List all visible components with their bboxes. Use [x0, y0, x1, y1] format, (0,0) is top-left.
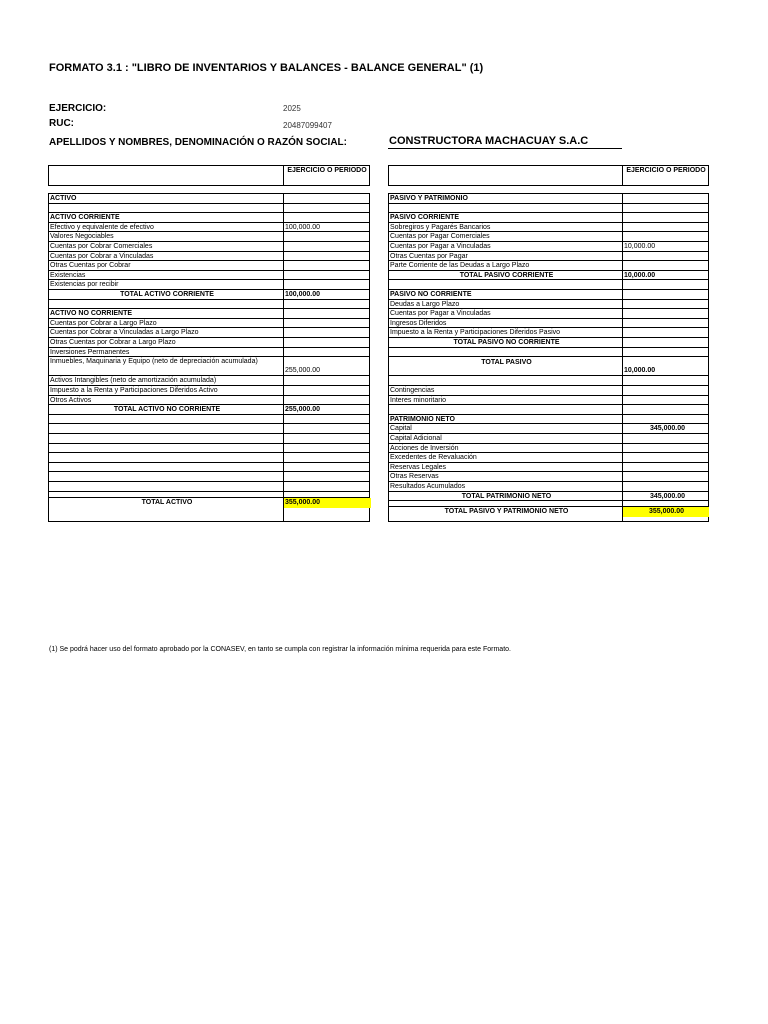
left-row-value — [284, 492, 371, 497]
right-row-value — [623, 232, 710, 241]
left-row — [49, 498, 369, 508]
right-row-label — [389, 348, 623, 357]
left-row-value: 100,000.00 — [285, 223, 321, 231]
right-row — [389, 300, 708, 310]
left-row-value: 100,000.00 — [285, 291, 321, 298]
right-row-value — [623, 194, 710, 203]
left-row-value — [284, 261, 371, 270]
left-row-value — [284, 300, 371, 309]
razon-social-value: CONSTRUCTORA MACHACUAY S.A.C — [389, 135, 589, 147]
right-row-value — [623, 319, 710, 328]
left-row — [49, 280, 369, 290]
left-row — [49, 482, 369, 492]
right-row-value: 10,000.00 — [624, 367, 656, 375]
left-row-label: Otras Cuentas por Cobrar a Largo Plazo — [50, 339, 176, 346]
left-row — [49, 290, 369, 300]
left-row-value — [284, 328, 371, 337]
left-row — [49, 348, 369, 358]
left-row-value — [284, 213, 371, 222]
right-row — [389, 213, 708, 223]
right-row — [389, 271, 708, 281]
right-row-label: TOTAL PASIVO — [481, 359, 532, 367]
left-row-label — [49, 204, 284, 213]
ejercicio-value: 2025 — [283, 104, 301, 113]
right-row-value — [623, 415, 710, 424]
right-row — [389, 290, 708, 300]
right-row-value — [623, 300, 710, 309]
left-row-label: Valores Negociables — [50, 233, 114, 241]
right-row-value — [623, 280, 710, 289]
right-row-label — [389, 376, 623, 385]
left-row — [49, 328, 369, 338]
right-row-value — [623, 309, 710, 318]
left-row-label — [49, 472, 284, 481]
right-row — [389, 444, 708, 454]
left-row — [49, 463, 369, 473]
left-row-label: TOTAL ACTIVO — [141, 498, 193, 506]
right-row-value — [623, 213, 710, 222]
left-row-value — [284, 434, 371, 443]
left-row-value — [284, 424, 371, 433]
right-row — [389, 252, 708, 262]
right-row — [389, 348, 708, 358]
left-row-label: Cuentas por Cobrar Comerciales — [50, 243, 153, 250]
right-row — [389, 232, 708, 242]
left-row — [49, 309, 369, 319]
left-row-value — [284, 386, 371, 395]
left-row — [49, 223, 369, 233]
right-row-label: Sobregiros y Pagarés Bancarios — [390, 223, 491, 231]
left-row-label: Inversiones Permanentes — [50, 348, 130, 356]
right-row-label: Reservas Legales — [390, 463, 447, 471]
left-row-value — [284, 472, 371, 481]
right-row — [389, 328, 708, 338]
right-row-value — [623, 501, 710, 506]
right-row-label: Otras Cuentas por Pagar — [390, 252, 468, 260]
left-row-value — [284, 280, 371, 289]
ruc-value: 20487099407 — [283, 121, 332, 130]
company-underline — [388, 148, 622, 149]
right-row-label: Capital — [390, 425, 412, 433]
left-row — [49, 319, 369, 329]
right-row-value — [623, 396, 710, 405]
right-row-value — [623, 482, 710, 491]
pasivo-patrimonio-table — [388, 193, 709, 522]
right-row — [389, 223, 708, 233]
left-row-value — [284, 463, 371, 472]
right-row — [389, 492, 708, 502]
right-row-label: Cuentas por Pagar Comerciales — [390, 233, 490, 241]
right-row-label — [389, 405, 623, 414]
right-row-label: TOTAL PASIVO Y PATRIMONIO NETO — [444, 508, 569, 516]
right-row-label: Capital Adicional — [390, 435, 442, 442]
right-row — [389, 472, 708, 482]
right-row-label: TOTAL PATRIMONIO NETO — [461, 492, 552, 500]
left-row — [49, 434, 369, 444]
right-row — [389, 453, 708, 463]
right-row-value — [623, 376, 710, 385]
right-row-value — [623, 444, 710, 453]
right-row-label: PASIVO CORRIENTE — [390, 214, 460, 222]
left-row — [49, 271, 369, 281]
left-row-value: 355,000.00 — [284, 498, 371, 508]
right-row-value — [623, 290, 710, 299]
left-row-value: 255,000.00 — [285, 406, 321, 414]
left-row-label: Otros Activos — [50, 396, 92, 404]
left-row — [49, 424, 369, 434]
left-row-label: Efectivo y equivalente de efectivo — [50, 223, 154, 231]
right-row-label: Deudas a Largo Plazo — [390, 300, 460, 308]
left-header-label: EJERCICIO O PERIODO — [287, 167, 367, 174]
left-row-value — [284, 338, 371, 347]
right-row — [389, 280, 708, 290]
right-row — [389, 405, 708, 415]
right-row-label: Resultados Acumulados — [390, 483, 466, 490]
right-row — [389, 204, 708, 214]
right-row-label: PASIVO NO CORRIENTE — [390, 291, 472, 298]
left-row-label — [49, 444, 284, 453]
left-row — [49, 453, 369, 463]
right-row-value — [623, 453, 710, 462]
left-row — [49, 444, 369, 454]
left-row — [49, 213, 369, 223]
left-row-value — [284, 309, 371, 318]
left-row-value: 255,000.00 — [285, 367, 321, 375]
left-row-value — [284, 348, 371, 357]
left-row-label: Existencias por recibir — [50, 281, 119, 289]
left-row — [49, 376, 369, 386]
right-row — [389, 357, 708, 376]
right-row-label: Interes minoritario — [390, 396, 447, 404]
left-row — [49, 204, 369, 214]
right-row — [389, 194, 708, 204]
right-row — [389, 319, 708, 329]
right-row-value: 345,000.00 — [649, 492, 685, 500]
right-row-value: 345,000.00 — [649, 425, 685, 433]
right-row-value — [623, 261, 710, 270]
left-row — [49, 415, 369, 425]
left-row-value — [284, 232, 371, 241]
right-row — [389, 376, 708, 386]
right-row-value — [623, 386, 710, 395]
left-row — [49, 357, 369, 376]
ejercicio-label: EJERCICIO: — [49, 103, 107, 114]
right-row-label: Parte Corriente de las Deudas a Largo Plazo — [390, 262, 530, 270]
left-row-value — [284, 376, 371, 385]
right-row-value — [623, 405, 710, 414]
left-row-value — [284, 204, 371, 213]
left-row-value — [284, 252, 371, 261]
left-row-label: Activos Intangibles (neto de amortización acumulada) — [50, 377, 217, 385]
right-row-label: Cuentas por Pagar a Vinculadas — [390, 243, 491, 250]
right-row-value: 10,000.00 — [624, 243, 656, 250]
left-header-box — [48, 165, 370, 186]
activo-table — [48, 193, 370, 522]
left-row-value — [284, 194, 371, 203]
right-row-label: Ingresos Diferidos — [390, 319, 447, 327]
right-row — [389, 386, 708, 396]
left-row — [49, 252, 369, 262]
right-row-label: PATRIMONIO NETO — [390, 415, 455, 423]
left-row-value — [284, 271, 371, 280]
right-row — [389, 415, 708, 425]
right-row-value — [623, 472, 710, 481]
left-row-label — [49, 453, 284, 462]
left-row — [49, 194, 369, 204]
left-row — [49, 261, 369, 271]
left-row — [49, 386, 369, 396]
right-row — [389, 507, 708, 517]
left-row-label: TOTAL ACTIVO CORRIENTE — [120, 291, 214, 298]
right-row-label: TOTAL PASIVO NO CORRIENTE — [453, 339, 560, 346]
right-row-value — [623, 348, 710, 357]
left-row — [49, 396, 369, 406]
left-row-value — [284, 396, 371, 405]
razon-social-label: APELLIDOS Y NOMBRES, DENOMINACIÓN O RAZÓN SOCIAL: — [49, 137, 347, 148]
left-row-label: ACTIVO NO CORRIENTE — [50, 310, 133, 318]
ruc-label: RUC: — [49, 118, 74, 129]
right-row-value — [623, 252, 710, 261]
right-header-box — [388, 165, 709, 186]
left-row-label: Impuesto a la Renta y Participaciones Diferidos Activo — [50, 387, 218, 394]
left-row-label: ACTIVO CORRIENTE — [50, 214, 120, 222]
right-row-label — [389, 501, 623, 506]
right-row-label: PASIVO Y PATRIMONIO — [390, 195, 468, 202]
right-header-label: EJERCICIO O PERIODO — [626, 167, 706, 174]
left-row-label: Inmuebles, Maquinaria y Equipo (neto de depreciación acumulada) — [50, 358, 258, 366]
left-row-label — [49, 415, 284, 424]
right-row-label: Acciones de Inversión — [390, 444, 459, 452]
right-row-value: 355,000.00 — [623, 507, 709, 517]
left-row-label: TOTAL ACTIVO NO CORRIENTE — [113, 406, 221, 414]
right-row-label — [389, 204, 623, 213]
right-row-value: 10,000.00 — [624, 271, 656, 279]
left-row-value — [284, 319, 371, 328]
left-row — [49, 338, 369, 348]
right-row-value — [623, 434, 710, 443]
right-row-label — [389, 280, 623, 289]
left-row-value — [284, 415, 371, 424]
left-row-label — [49, 482, 284, 491]
left-row-label — [49, 492, 284, 497]
right-row — [389, 261, 708, 271]
left-row — [49, 300, 369, 310]
right-row-label: Cuentas por Pagar a Vinculadas — [390, 310, 491, 318]
right-row-value — [623, 223, 710, 232]
left-row-label: Cuentas por Cobrar a Vinculadas — [50, 252, 154, 260]
left-row — [49, 405, 369, 415]
left-row-value — [284, 482, 371, 491]
right-row — [389, 396, 708, 406]
left-row-label — [49, 424, 284, 433]
left-row-label — [49, 434, 284, 443]
left-row — [49, 242, 369, 252]
left-row-label: Cuentas por Cobrar a Largo Plazo — [50, 319, 157, 327]
left-row-value — [284, 444, 371, 453]
left-row-label: ACTIVO — [50, 195, 77, 202]
right-row-value — [623, 338, 710, 347]
right-row — [389, 434, 708, 444]
left-row-label — [49, 300, 284, 309]
right-row-value — [623, 463, 710, 472]
left-row-value — [284, 453, 371, 462]
footnote: (1) Se podrá hacer uso del formato aprobado por la CONASEV, en tanto se cumpla con registrar la información mínima requerida para este Formato. — [49, 646, 511, 653]
right-row — [389, 482, 708, 492]
right-row — [389, 242, 708, 252]
right-row-value — [623, 328, 710, 337]
right-row — [389, 338, 708, 348]
left-row — [49, 232, 369, 242]
left-row-value — [284, 242, 371, 251]
left-row-label: Otras Cuentas por Cobrar — [50, 262, 131, 270]
right-row-label: Excedentes de Revaluación — [390, 454, 477, 462]
right-row-label: TOTAL PASIVO CORRIENTE — [459, 271, 554, 279]
right-row — [389, 424, 708, 434]
right-row-label: Contingencias — [390, 387, 435, 394]
right-row-label: Impuesto a la Renta y Participaciones Diferidos Pasivo — [390, 329, 561, 337]
left-row-label: Cuentas por Cobrar a Vinculadas a Largo Plazo — [50, 329, 199, 337]
page-title: FORMATO 3.1 : "LIBRO DE INVENTARIOS Y BALANCES - BALANCE GENERAL" (1) — [49, 62, 484, 74]
right-row — [389, 463, 708, 473]
left-row-label — [49, 463, 284, 472]
right-row-label: Otras Reservas — [390, 473, 439, 481]
left-row — [49, 472, 369, 482]
right-row — [389, 309, 708, 319]
left-row-label: Existencias — [50, 271, 86, 279]
right-row-value — [623, 204, 710, 213]
